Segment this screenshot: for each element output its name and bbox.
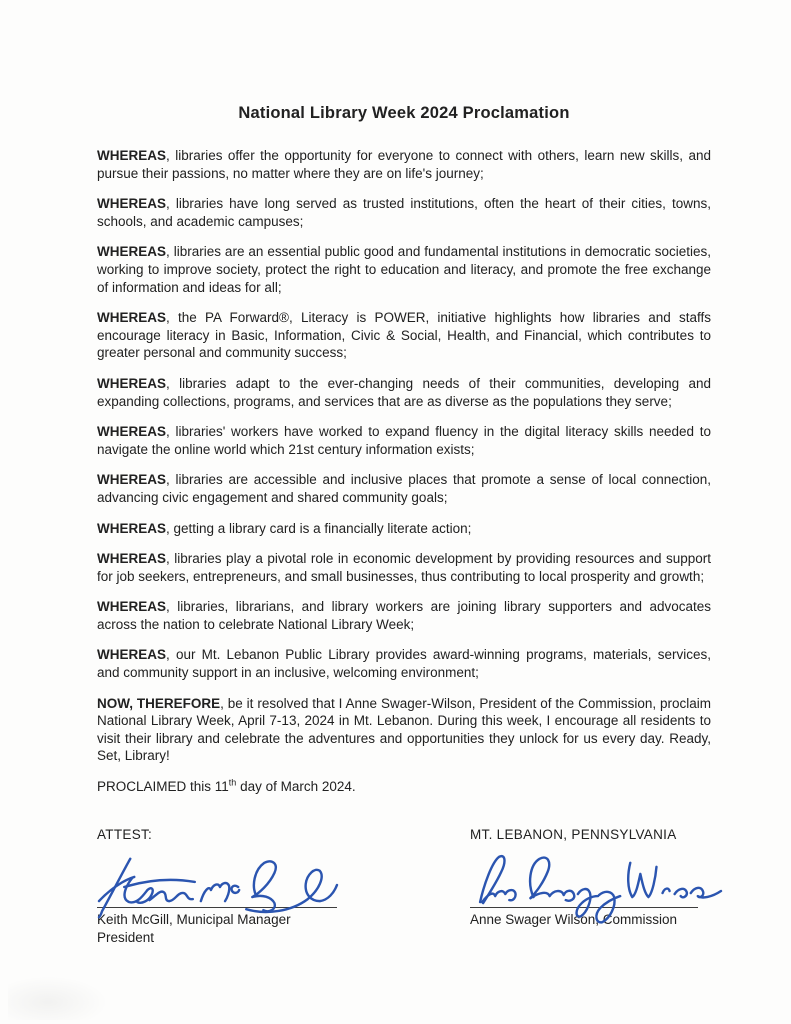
paragraph-text: , the PA Forward®, Literacy is POWER, initiative highlights how libraries and staffs encourage literacy in Basic, Information, Civic & Social, Health, and Financial, which contributes to greater personal and community success; [97,310,711,361]
whereas-paragraph-11 [97,646,711,681]
location-label: MT. LEBANON, PENNSYLVANIA [469,826,677,842]
paragraph-text: , libraries adapt to the ever-changing needs of their communities, developing and expanding collections, programs, and services that are as diverse as the populations they serve; [97,375,711,409]
paragraph-text: , libraries offer the opportunity for everyone to connect with others, learn new skills, and pursue their passions, no matter where they are on life's journey; [97,148,711,181]
proclaimer-block [470,826,711,928]
paragraph-text: , libraries are an essential public good and fundamental institutions in democratic societies, working to improve society, protect the right to education and literacy, and promote the free exchange of information and ideas for all; [97,244,711,295]
proclaimer-signer-name: Anne Swager Wilson, Commission [469,911,678,927]
whereas-lead: WHEREAS [97,647,167,663]
now-therefore-paragraph [97,695,711,765]
whereas-lead: WHEREAS [97,375,167,391]
whereas-paragraph-7 [97,471,711,506]
whereas-paragraph-9 [97,550,711,585]
whereas-lead: WHEREAS [97,599,167,615]
attest-signer-name: Keith McGill, Municipal Manager [97,911,291,927]
document-body [97,104,711,946]
now-therefore-lead: NOW, THEREFORE [97,695,221,711]
paragraph-text: , libraries are accessible and inclusive places that promote a sense of local connection, advancing civic engagement and shared community goals; [97,472,711,505]
whereas-paragraph-1 [97,147,711,182]
proclaimed-text: PROCLAIMED this 11 [97,779,229,795]
whereas-paragraph-8 [97,520,711,538]
whereas-paragraph-3 [97,243,711,296]
whereas-lead: WHEREAS [97,472,167,488]
whereas-lead: WHEREAS [97,244,167,260]
keith-mcgill-signature [97,843,402,907]
whereas-paragraph-6 [97,423,711,458]
whereas-lead: WHEREAS [97,310,167,326]
whereas-lead: WHEREAS [97,148,167,163]
proclaimed-line [97,778,711,796]
paragraph-text: , libraries, librarians, and library workers are joining library supporters and advocates across the nation to celebrate National Library Week; [97,599,711,632]
attest-signer-title: President [97,929,155,945]
whereas-paragraph-5 [97,375,711,410]
paragraph-text: , libraries play a pivotal role in economic development by providing resources and support for job seekers, entrepreneurs, and small businesses, thus contributing to local prosperity and growth; [97,551,711,584]
paragraph-text: , libraries' workers have worked to expand fluency in the digital literacy skills needed to navigate the online world which 21st century information exists; [97,424,711,457]
attest-label: ATTEST: [97,826,153,842]
paragraph-text: , getting a library card is a financially literate action; [166,520,472,536]
paragraph-text: , be it resolved that I Anne Swager-Wilson, President of the Commission, proclaim National Library Week, April 7-13, 2024 in Mt. Lebanon. During this week, I encourage all residents to visit their library and celebrate the adventures and opportunities they unlock for us every day. Ready, Set, Library! [97,695,711,764]
signature-section [97,826,711,946]
ordinal-suffix: th [228,777,237,788]
signature-ink-icon [470,849,722,925]
whereas-lead: WHEREAS [97,424,167,440]
whereas-lead: WHEREAS [97,520,167,536]
anne-swager-wilson-signature [470,843,711,907]
whereas-paragraph-10 [97,598,711,633]
attest-block [97,826,402,946]
whereas-lead: WHEREAS [97,551,167,567]
proclaimed-text-after: day of March 2024. [236,779,356,795]
whereas-paragraph-2 [97,195,711,230]
paragraph-text: , our Mt. Lebanon Public Library provides award-winning programs, materials, services, and community support in an inclusive, welcoming environment; [97,647,711,681]
page-title: National Library Week 2024 Proclamation [238,104,570,122]
signature-ink-icon [97,855,339,919]
scan-artifact [8,976,108,1020]
paragraph-text: , libraries have long served as trusted institutions, often the heart of their cities, towns, schools, and academic campuses; [97,196,711,229]
whereas-paragraph-4 [97,309,711,362]
whereas-lead: WHEREAS [97,196,167,212]
